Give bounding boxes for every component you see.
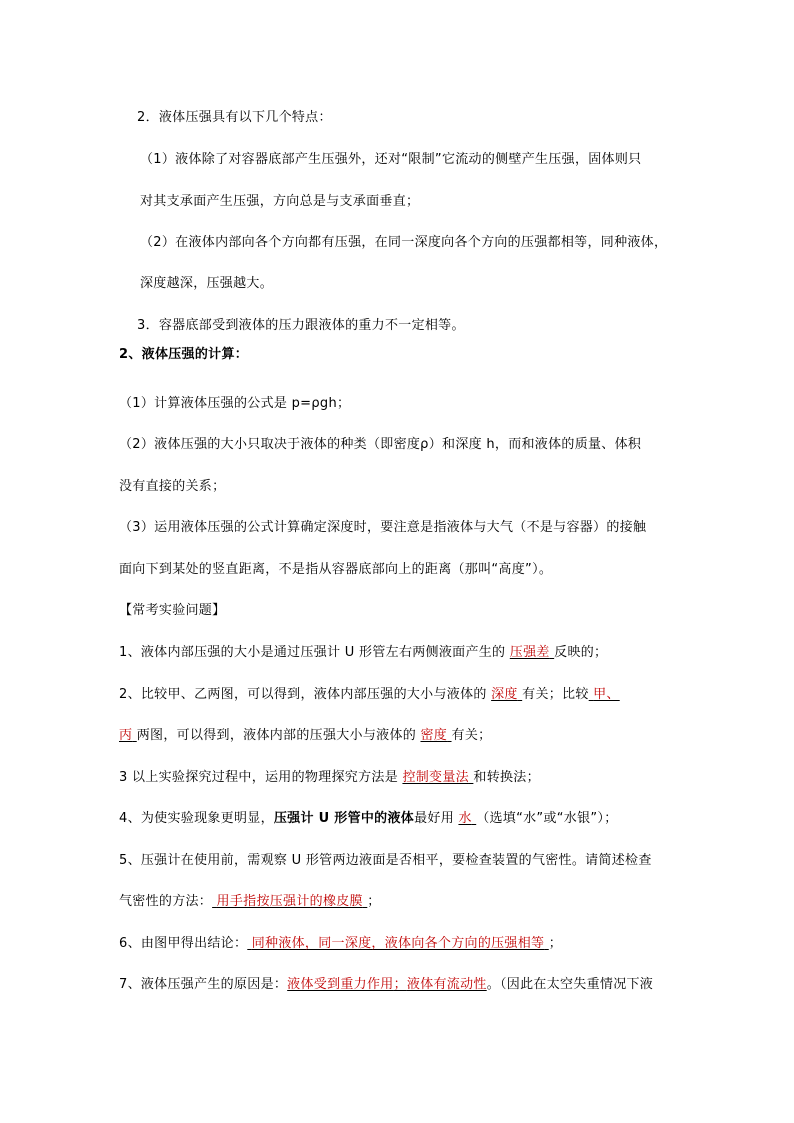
question-3 <box>119 770 540 786</box>
paragraph-feature-heading: 2．液体压强具有以下几个特点： <box>137 110 332 125</box>
question-text: 和转换法； <box>473 770 540 785</box>
answer-text: 密度 <box>420 728 448 743</box>
paragraph-feature-2: （2）在液体内部向各个方向都有压强，在同一深度向各个方向的压强都相等，同种液体， <box>140 235 668 250</box>
paragraph-feature-2-cont: 深度越深，压强越大。 <box>140 276 274 291</box>
question-7 <box>119 977 653 993</box>
question-5: 5、压强计在使用前，需观察 U 形管两边液面是否相平，要检查装置的气密性。请简述检查 <box>119 853 652 868</box>
question-text: 2、比较甲、乙两图，可以得到，液体内部压强的大小与液体的 <box>119 687 492 702</box>
question-text: 两图，可以得到，液体内部的压强大小与液体的 <box>136 728 421 743</box>
paragraph-feature-3: 3．容器底部受到液体的压力跟液体的重力不一定相等。 <box>137 318 465 333</box>
question-text: ； <box>548 936 563 951</box>
question-2 <box>119 687 620 703</box>
question-text: 最好用 <box>414 811 459 826</box>
answer-text: 液体有流动性 <box>406 977 487 992</box>
question-text: 。（因此在太空失重情况下液 <box>486 977 654 992</box>
answer-text: 深度 <box>491 687 518 702</box>
emphasis-text: 压强计 U 形管中的液体 <box>273 811 415 826</box>
question-2-cont <box>119 728 491 744</box>
question-text: （选填“水”或“水银”）； <box>476 811 618 826</box>
calc-item-2-cont: 没有直接的关系； <box>119 479 226 494</box>
question-text: 7、液体压强产生的原因是： <box>119 977 288 992</box>
calc-item-1: （1）计算液体压强的公式是 p=ρgh； <box>119 396 351 411</box>
calc-item-2: （2）液体压强的大小只取决于液体的种类（即密度ρ）和深度 h，而和液体的质量、体积 <box>119 437 642 452</box>
answer-text: 丙 <box>119 728 133 743</box>
question-1 <box>119 645 607 661</box>
answer-separator: ； <box>393 977 407 992</box>
question-4 <box>119 811 618 827</box>
calc-item-3: （3）运用液体压强的公式计算确定深度时，要注意是指液体与大气（不是与容器）的接触 <box>119 520 647 535</box>
question-text: 3 以上实验探究过程中，运用的物理探究方法是 <box>119 770 403 785</box>
question-text: 6、由图甲得出结论： <box>119 936 248 951</box>
answer-text: 液体受到重力作用 <box>287 977 394 992</box>
question-text: 反映的； <box>554 645 608 660</box>
question-text: 气密性的方法： <box>119 894 213 909</box>
question-text: 有关；比较 <box>522 687 589 702</box>
question-text: ； <box>367 894 381 909</box>
paragraph-feature-1-cont: 对其支承面产生压强，方向总是与支承面垂直； <box>140 194 420 209</box>
paragraph-feature-1: （1）液体除了对容器底部产生压强外，还对“限制”它流动的侧壁产生压强，固体则只 <box>140 152 642 167</box>
question-text: 4、为使实验现象更明显， <box>119 811 274 826</box>
answer-text: 甲、 <box>593 687 620 702</box>
question-5-cont <box>119 894 381 910</box>
question-6 <box>119 936 562 952</box>
calc-item-3-cont: 面向下到某处的竖直距离，不是指从容器底部向上的距离（那叫“高度”）。 <box>119 562 553 577</box>
answer-text: 控制变量法 <box>402 770 469 785</box>
answer-text: 压强差 <box>509 645 550 660</box>
answer-text: 用手指按压强计的橡皮膜 <box>216 894 363 909</box>
exam-section-title: 【常考实验问题】 <box>119 603 226 618</box>
question-text: 有关； <box>451 728 492 743</box>
answer-text: 同种液体，同一深度，液体向各个方向的压强相等 <box>251 936 545 951</box>
section-heading-calculation: 2、液体压强的计算： <box>119 347 249 362</box>
question-text: 1、液体内部压强的大小是通过压强计 U 形管左右两侧液面产生的 <box>119 645 510 660</box>
answer-text: 水 <box>458 811 472 826</box>
